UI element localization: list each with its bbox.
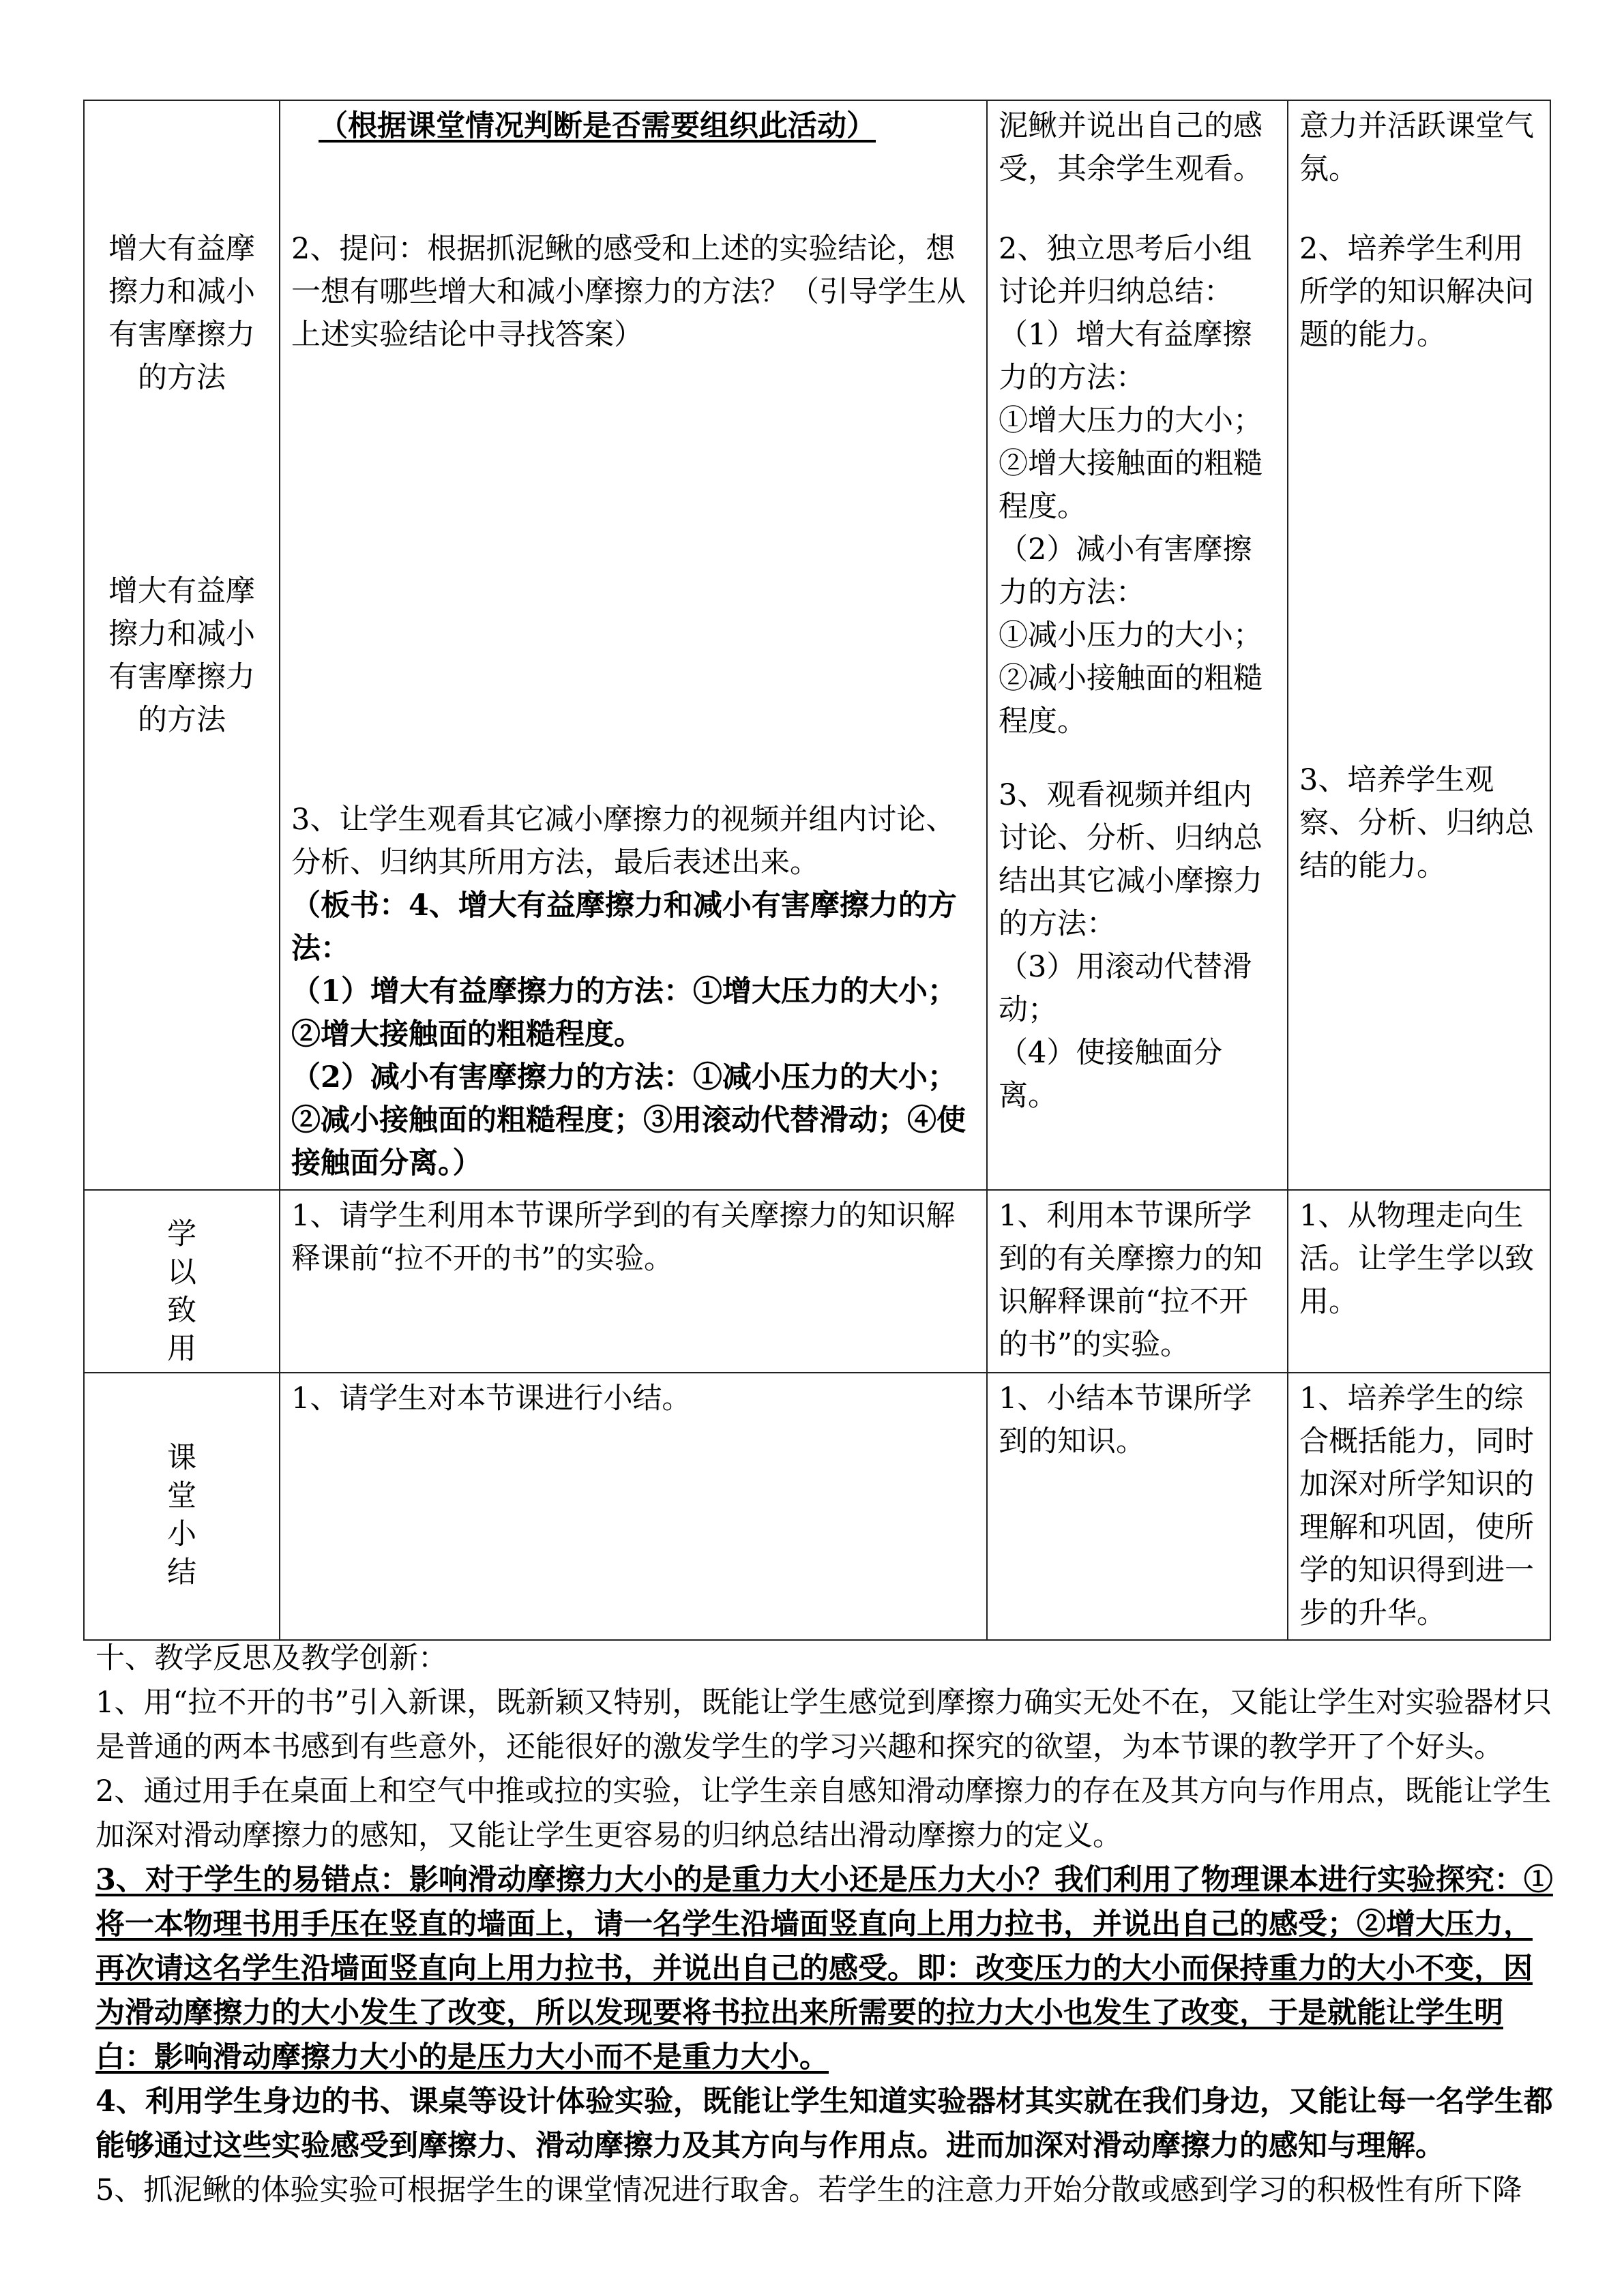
reflection-item: 5、抓泥鳅的体验实验可根据学生的课堂情况进行取舍。若学生的注意力开始分散或感到学习的积极性有所下降 <box>95 2173 1522 2207</box>
intent-line: 1、从物理走向生活。让学生学以致用。 <box>1299 1199 1534 1319</box>
student-answer-line: 2、独立思考后小组讨论并归纳总结： <box>999 232 1252 309</box>
teacher-task: 1、请学生对本节课进行小结。 <box>291 1382 692 1416</box>
student-answer-line: 3、观看视频并组内讨论、分析、归纳总结出其它减小摩擦力的方法： <box>999 778 1263 941</box>
student-task: 1、利用本节课所学到的有关摩擦力的知识解释课前“拉不开的书”的实验。 <box>999 1199 1263 1362</box>
teacher-note: （根据课堂情况判断是否需要组织此活动） <box>319 109 876 143</box>
reflection-item: 2、通过用手在桌面上和空气中推或拉的实验，让学生亲自感知滑动摩擦力的存在及其方向与作用点，既能让学生加深对滑动摩擦力的感知，又能让学生更容易的归纳总结出滑动摩擦力的定义。 <box>95 1774 1552 1853</box>
table-row <box>84 100 1550 1190</box>
student-answer-line: ②减小接触面的粗糙程度。 <box>999 661 1263 739</box>
student-activity-cell <box>987 100 1288 1190</box>
student-answer-line: ①增大压力的大小； <box>999 404 1263 438</box>
phase-label: 课堂小结 <box>167 1441 196 1590</box>
student-activity-cell <box>987 1373 1288 1640</box>
teacher-question-2: 2、提问：根据抓泥鳅的感受和上述的实验结论，想一想有哪些增大和减小摩擦力的方法？（引导学生从上述实验结论中寻找答案） <box>291 232 966 352</box>
teacher-activity-cell <box>280 1373 987 1640</box>
lesson-plan-table <box>83 100 1551 1641</box>
board-writing-title: （板书：4、增大有益摩擦力和减小有害摩擦力的方法： <box>291 889 957 966</box>
student-answer-line: ②增大接触面的粗糙程度。 <box>999 447 1263 524</box>
reflection-item-emphasis: 3、对于学生的易错点：影响滑动摩擦力大小的是重力大小还是压力大小？我们利用了物理课本进行实验探究：①将一本物理书用手压在竖直的墙面上，请一名学生沿墙面竖直向上用力拉书，并说出自己的感受；②增大压力，再次请这名学生沿墙面竖直向上用力拉书，并说出自己的感受。即：改变压力的大小而保持重力的大小不变，因为滑动摩擦力的大小发生了改变，所以发现要将书拉出来所需要的拉力大小也发生了改变，于是就能让学生明白：影响滑动摩擦力大小的是压力大小而不是重力大小。 <box>95 1863 1553 2074</box>
phase-cell <box>84 1373 280 1640</box>
phase-label: 增大有益摩擦力和减小有害摩擦力的方法 <box>108 574 255 737</box>
student-answer-line: ①减小压力的大小； <box>999 618 1263 653</box>
student-task: 1、小结本节课所学到的知识。 <box>999 1382 1252 1459</box>
intent-line: 2、培养学生利用所学的知识解决问题的能力。 <box>1299 232 1534 352</box>
reflection-item: 1、用“拉不开的书”引入新课，既新颖又特别，既能让学生感觉到摩擦力确实无处不在，又能让学生对实验器材只是普通的两本书感到有些意外，还能很好的激发学生的学习兴趣和探究的欲望，为本节课的教学开了个好头。 <box>95 1686 1552 1764</box>
design-intent-cell <box>1288 1190 1550 1373</box>
phase-label: 学以致用 <box>167 1217 196 1366</box>
phase-cell <box>84 100 280 1190</box>
design-intent-cell <box>1288 100 1550 1190</box>
board-writing-line: （1）增大有益摩擦力的方法：①增大压力的大小；②增大接触面的粗糙程度。 <box>291 974 957 1052</box>
student-note: 泥鳅并说出自己的感受，其余学生观看。 <box>999 109 1263 186</box>
phase-label: 增大有益摩擦力和减小有害摩擦力的方法 <box>108 232 255 395</box>
student-activity-cell <box>987 1190 1288 1373</box>
table-row <box>84 1190 1550 1373</box>
board-writing-line: （2）减小有害摩擦力的方法：①减小压力的大小；②减小接触面的粗糙程度；③用滚动代替滑动；④使接触面分离。） <box>291 1060 966 1180</box>
intent-line: 1、培养学生的综合概括能力，同时加深对所学知识的理解和巩固，使所学的知识得到进一步的升华。 <box>1299 1382 1534 1630</box>
student-answer-line: （2）减小有害摩擦力的方法： <box>999 533 1252 610</box>
student-answer-line: （3）用滚动代替滑动； <box>999 950 1252 1027</box>
student-answer-line: （1）增大有益摩擦力的方法： <box>999 318 1252 395</box>
student-answer-line: （4）使接触面分离。 <box>999 1036 1223 1113</box>
teaching-reflection-section <box>95 1637 1555 2213</box>
reflection-item: 4、利用学生身边的书、课桌等设计体验实验，既能让学生知道实验器材其实就在我们身边，又能让每一名学生都能够通过这些实验感受到摩擦力、滑动摩擦力及其方向与作用点。进而加深对滑动摩擦力的感知与理解。 <box>95 2085 1553 2163</box>
section-heading: 十、教学反思及教学创新： <box>95 1641 447 1675</box>
design-intent-cell <box>1288 1373 1550 1640</box>
intent-line: 3、培养学生观察、分析、归纳总结的能力。 <box>1299 763 1534 883</box>
table-row <box>84 1373 1550 1640</box>
intent-note: 意力并活跃课堂气氛。 <box>1299 109 1534 186</box>
teacher-question-3: 3、让学生观看其它减小摩擦力的视频并组内讨论、分析、归纳其所用方法，最后表述出来。 <box>291 803 956 880</box>
phase-cell <box>84 1190 280 1373</box>
teacher-activity-cell <box>280 1190 987 1373</box>
teacher-task: 1、请学生利用本节课所学到的有关摩擦力的知识解释课前“拉不开的书”的实验。 <box>291 1199 956 1276</box>
teacher-activity-cell <box>280 100 987 1190</box>
